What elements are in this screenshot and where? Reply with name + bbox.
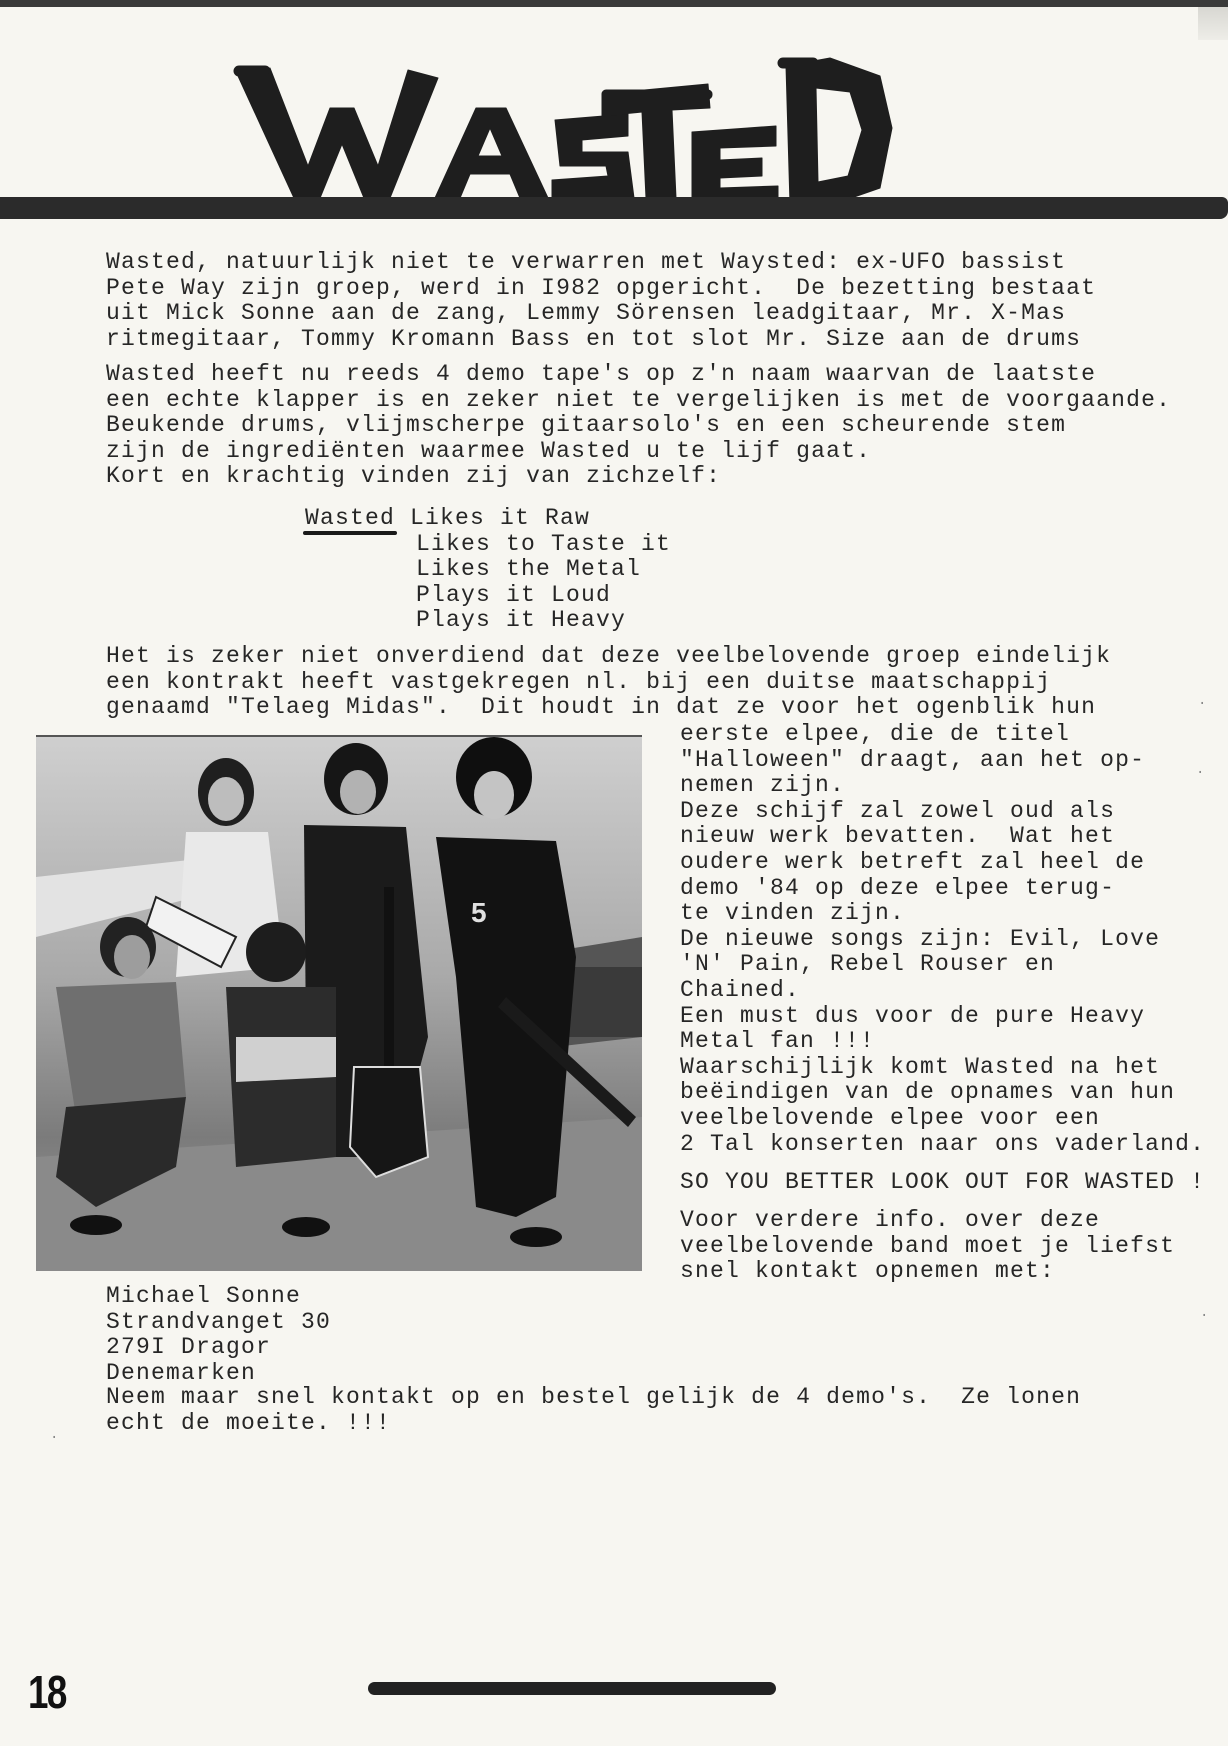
band-photo-image [36, 737, 642, 1271]
shout-line: SO YOU BETTER LOOK OUT FOR WASTED ! [680, 1169, 1206, 1195]
page-top-edge [0, 0, 1228, 7]
paper-speck: · [1200, 1308, 1209, 1324]
paper-speck: · [1198, 696, 1207, 712]
motto-line: Plays it Heavy [416, 607, 627, 633]
side-column-text: eerste elpee, die de titel "Halloween" draagt, aan het op- nemen zijn. Deze schijf zal zowel oud als nieuw werk bevatten. Wat het oudere werk betreft zal heel de demo '84 op deze elpee terug- te vinden zijn. De nieuwe songs zijn: Evil, Love 'N' Pain, Rebel Rouser en Chained. Een must dus voor de pure Heavy Metal fan !!! Waarschijlijk komt Wasted na het beëindigen van de opnames van hun veelbelovende elpee voor een 2 Tal konserten naar ons vaderland. [680, 721, 1206, 1157]
page-number: 18 [28, 1666, 66, 1718]
contact-intro: Voor verdere info. over deze veelbelovende band moet je liefst snel kontakt opnemen met: [680, 1207, 1176, 1284]
motto-line: Likes the Metal [416, 556, 642, 582]
wasted-logo [230, 48, 970, 208]
band-motto [305, 506, 671, 634]
demos-paragraph: Wasted heeft nu reeds 4 demo tape's op z'n naam waarvan de laatste een echte klapper is en zeker niet te vergelijken is met de voorgaande. Beukende drums, vlijmscherpe gitaarsolo's en een scheurende stem zijn de ingrediënten waarmee Wasted u te lijf gaat. Kort en krachtig vinden zij van zichzelf: [106, 361, 1172, 489]
paper-speck: · [1196, 765, 1205, 781]
motto-line: Likes to Taste it [416, 530, 672, 557]
intro-paragraph: Wasted, natuurlijk niet te verwarren met Waysted: ex-UFO bassist Pete Way zijn groep, werd in I982 opgericht. De bezetting bestaat uit Mick Sonne aan de zang, Lemmy Sörensen leadgitaar, Mr. X-Mas ritmegitaar, Tommy Kromann Bass en tot slot Mr. Size aan de drums [106, 249, 1097, 352]
motto-line: Plays it Loud [416, 581, 612, 608]
band-photo [36, 735, 642, 1271]
closing-paragraph: Neem maar snel kontakt op en bestel gelijk de 4 demo's. Ze lonen echt de moeite. !!! [106, 1384, 1082, 1436]
svg-text:5: 5 [471, 897, 487, 928]
motto-band-name: Wasted [305, 505, 396, 531]
contact-address: Michael Sonne Strandvanget 30 279I Dragor Denemarken [106, 1283, 332, 1386]
paper-speck: · [50, 1430, 59, 1446]
footer-rule [368, 1682, 776, 1695]
motto-line: Likes it Raw [410, 505, 591, 531]
contract-paragraph: Het is zeker niet onverdiend dat deze veelbelovende groep eindelijk een kontrakt heeft vastgekregen nl. bij een duitse maatschappij genaamd "Telaeg Midas". Dit houdt in dat ze voor het ogenblik hun [106, 643, 1112, 720]
masthead-rule [0, 197, 1228, 219]
